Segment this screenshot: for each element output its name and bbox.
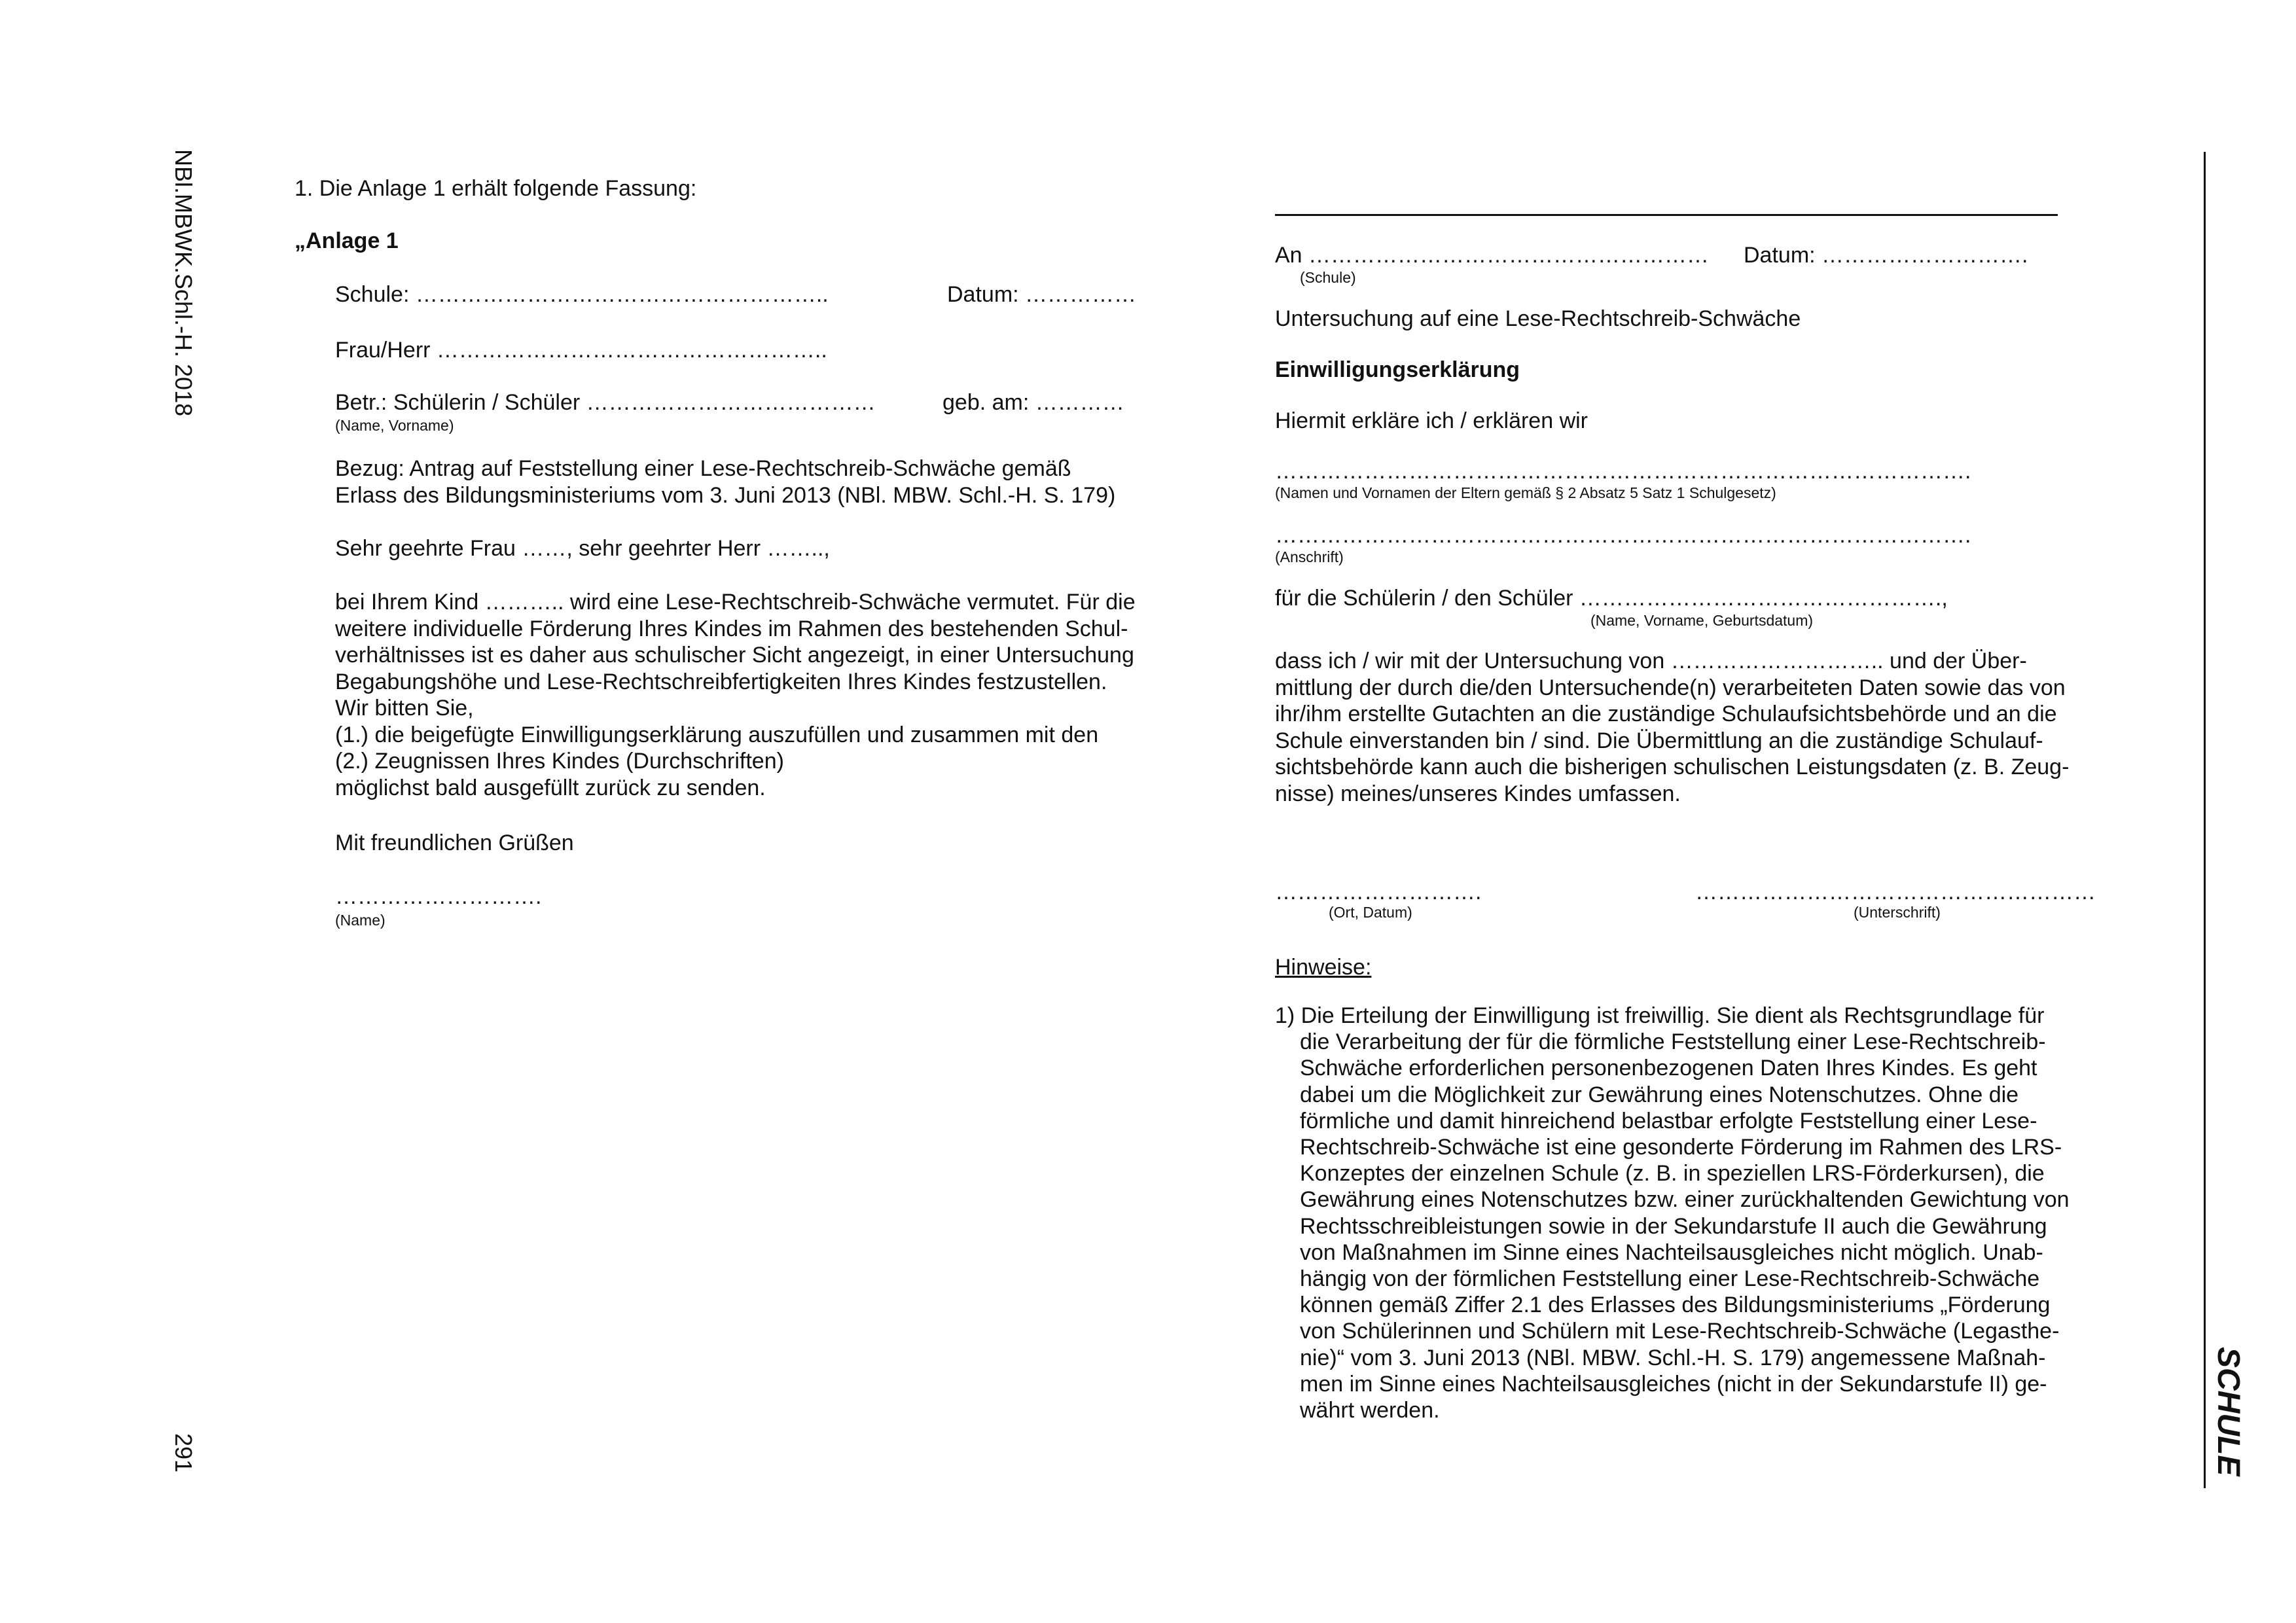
hint-line: 1) Die Erteilung der Einwilligung ist freiwillig. Sie dient als Rechtsgrundlage für: [1275, 1003, 2045, 1028]
body-line: möglichst bald ausgefüllt zurück zu senden.: [335, 775, 766, 800]
body-line: (1.) die beigefügte Einwilligungserklärung auszufüllen und zusammen mit den: [335, 722, 1099, 747]
parents-dots: ………………………………………………………………………………….: [1275, 459, 1971, 484]
hint-line: von Schülerinnen und Schülern mit Lese-Rechtschreib-Schwäche (Legasthe-: [1300, 1319, 2060, 1344]
pupil-label: (Name, Vorname, Geburtsdatum): [1590, 612, 1814, 629]
hint-line: nie)“ vom 3. Juni 2013 (NBl. MBW. Schl.-H. S. 179) angemessene Maßnah-: [1300, 1345, 2046, 1370]
consent-line: ihr/ihm erstellte Gutachten an die zuständige Schulaufsichtsbehörde und an die: [1275, 702, 2057, 726]
betr-field: Betr.: Schülerin / Schüler …………………………………: [335, 390, 876, 415]
hint-line: dabei um die Möglichkeit zur Gewährung eines Notenschutzes. Ohne die: [1300, 1082, 2019, 1107]
top-rule: [1275, 214, 2058, 216]
margin-header: NBl.MBWK.Schl.-H. 2018: [170, 149, 197, 417]
datum-field: Datum: ……………: [947, 282, 1137, 307]
hint-line: Rechtsschreibleistungen sowie in der Sekundarstufe II auch die Gewährung: [1300, 1213, 2047, 1239]
hiermit-line: Hiermit erkläre ich / erklären wir: [1275, 408, 1588, 433]
address-label: (Anschrift): [1275, 548, 1344, 565]
unterschrift-label: (Unterschrift): [1854, 904, 1941, 921]
geb-field: geb. am: …………: [942, 390, 1124, 415]
pupil-line: für die Schülerin / den Schüler ………………………………………….,: [1275, 586, 1948, 611]
bezug-line: Erlass des Bildungsministeriums vom 3. Juni 2013 (NBl. MBW. Schl.-H. S. 179): [335, 482, 1116, 508]
body-line: verhältnisses ist es daher aus schulischer Sicht angezeigt, in einer Untersuchung: [335, 643, 1134, 668]
consent-line: Schule einverstanden bin / sind. Die Übermittlung an die zuständige Schulauf-: [1275, 728, 2043, 753]
consent-line: sichtsbehörde kann auch die bisherigen schulischen Leistungsdaten (z. B. Zeug-: [1275, 755, 2070, 779]
consent-title: Einwilligungserklärung: [1275, 357, 1520, 382]
item-intro: 1. Die Anlage 1 erhält folgende Fassung:: [295, 176, 697, 201]
hint-line: Schwäche erforderlichen personenbezogenen Daten Ihres Kindes. Es geht: [1300, 1056, 2037, 1081]
consent-text: [1275, 648, 2069, 807]
hinweise-text: [1275, 1003, 2070, 1423]
address-dots: ………………………………………………………………………………….: [1275, 523, 1971, 548]
hint-line: währt werden.: [1300, 1398, 1440, 1423]
hint-line: Rechtschreib-Schwäche ist eine gesonderte Förderung im Rahmen des LRS-: [1300, 1135, 2062, 1160]
schule-field: Schule: ………………………………………………..: [335, 282, 829, 307]
frau-herr-field: Frau/Herr ……………………………………………..: [335, 338, 827, 363]
signature-dots: ……………………….: [335, 884, 542, 909]
unterschrift-dots: ………………………………………………: [1695, 880, 2096, 904]
right-datum-field: Datum: ……………………….: [1744, 243, 2028, 268]
section-rule: [2204, 152, 2206, 1488]
name-vorname-label: (Name, Vorname): [335, 417, 454, 434]
section-label: SCHULE: [2211, 1347, 2246, 1476]
hint-line: Konzeptes der einzelnen Schule (z. B. in speziellen LRS-Förderkursen), die: [1300, 1161, 2045, 1186]
hint-line: die Verarbeitung der für die förmliche Feststellung einer Lese-Rechtschreib-: [1300, 1029, 2046, 1055]
hint-line: von Maßnahmen im Sinne eines Nachteilsausgleiches nicht möglich. Unab-: [1300, 1240, 2043, 1265]
hinweise-heading: Hinweise:: [1275, 955, 1372, 980]
signature-label: (Name): [335, 912, 386, 929]
parents-label: (Namen und Vornamen der Eltern gemäß § 2 Absatz 5 Satz 1 Schulgesetz): [1275, 484, 1776, 501]
body-line: bei Ihrem Kind ……….. wird eine Lese-Rechtschreib-Schwäche vermutet. Für die: [335, 590, 1136, 615]
hint-line: können gemäß Ziffer 2.1 des Erlasses des Bildungsministeriums „Förderung: [1300, 1293, 2051, 1318]
anlage-title: „Anlage 1: [295, 228, 399, 253]
consent-line: nisse) meines/unseres Kindes umfassen.: [1275, 781, 1681, 806]
body-line: Begabungshöhe und Lese-Rechtschreibfertigkeiten Ihres Kindes festzustellen.: [335, 669, 1107, 694]
bezug-text: [335, 455, 1115, 508]
body-line: (2.) Zeugnissen Ihres Kindes (Durchschriften): [335, 749, 784, 774]
hint-line: Gewährung eines Notenschutzes bzw. einer zurückhaltenden Gewichtung von: [1300, 1187, 2070, 1213]
letter-body: [335, 589, 1136, 801]
hint-line: förmliche und damit hinreichend belastbar erfolgte Feststellung einer Lese-: [1300, 1108, 2037, 1133]
consent-line: mittlung der durch die/den Untersuchende(n) verarbeiteten Daten sowie das von: [1275, 675, 2066, 700]
hint-line: men im Sinne eines Nachteilsausgleiches (nicht in der Sekundarstufe II) ge-: [1300, 1371, 2047, 1397]
schule-label: (Schule): [1300, 269, 1356, 286]
page-number: 291: [170, 1433, 197, 1473]
hint-line: hängig von der förmlichen Feststellung einer Lese-Rechtschreib-Schwäche: [1300, 1266, 2040, 1292]
body-line: weitere individuelle Förderung Ihres Kindes im Rahmen des bestehenden Schul-: [335, 616, 1128, 641]
ort-label: (Ort, Datum): [1329, 904, 1412, 921]
consent-line: dass ich / wir mit der Untersuchung von ……………………….. und der Über-: [1275, 649, 2027, 673]
bezug-line: Bezug: Antrag auf Feststellung einer Lese-Rechtschreib-Schwäche gemäß: [335, 456, 1071, 481]
ort-dots: ……………………….: [1275, 880, 1482, 904]
untersuchung-line: Untersuchung auf eine Lese-Rechtschreib-Schwäche: [1275, 306, 1801, 331]
salutation: Sehr geehrte Frau ……, sehr geehrter Herr ……..,: [335, 536, 830, 561]
an-field: An ………………………………………………: [1275, 243, 1710, 268]
closing: Mit freundlichen Grüßen: [335, 830, 574, 855]
body-line: Wir bitten Sie,: [335, 696, 474, 721]
